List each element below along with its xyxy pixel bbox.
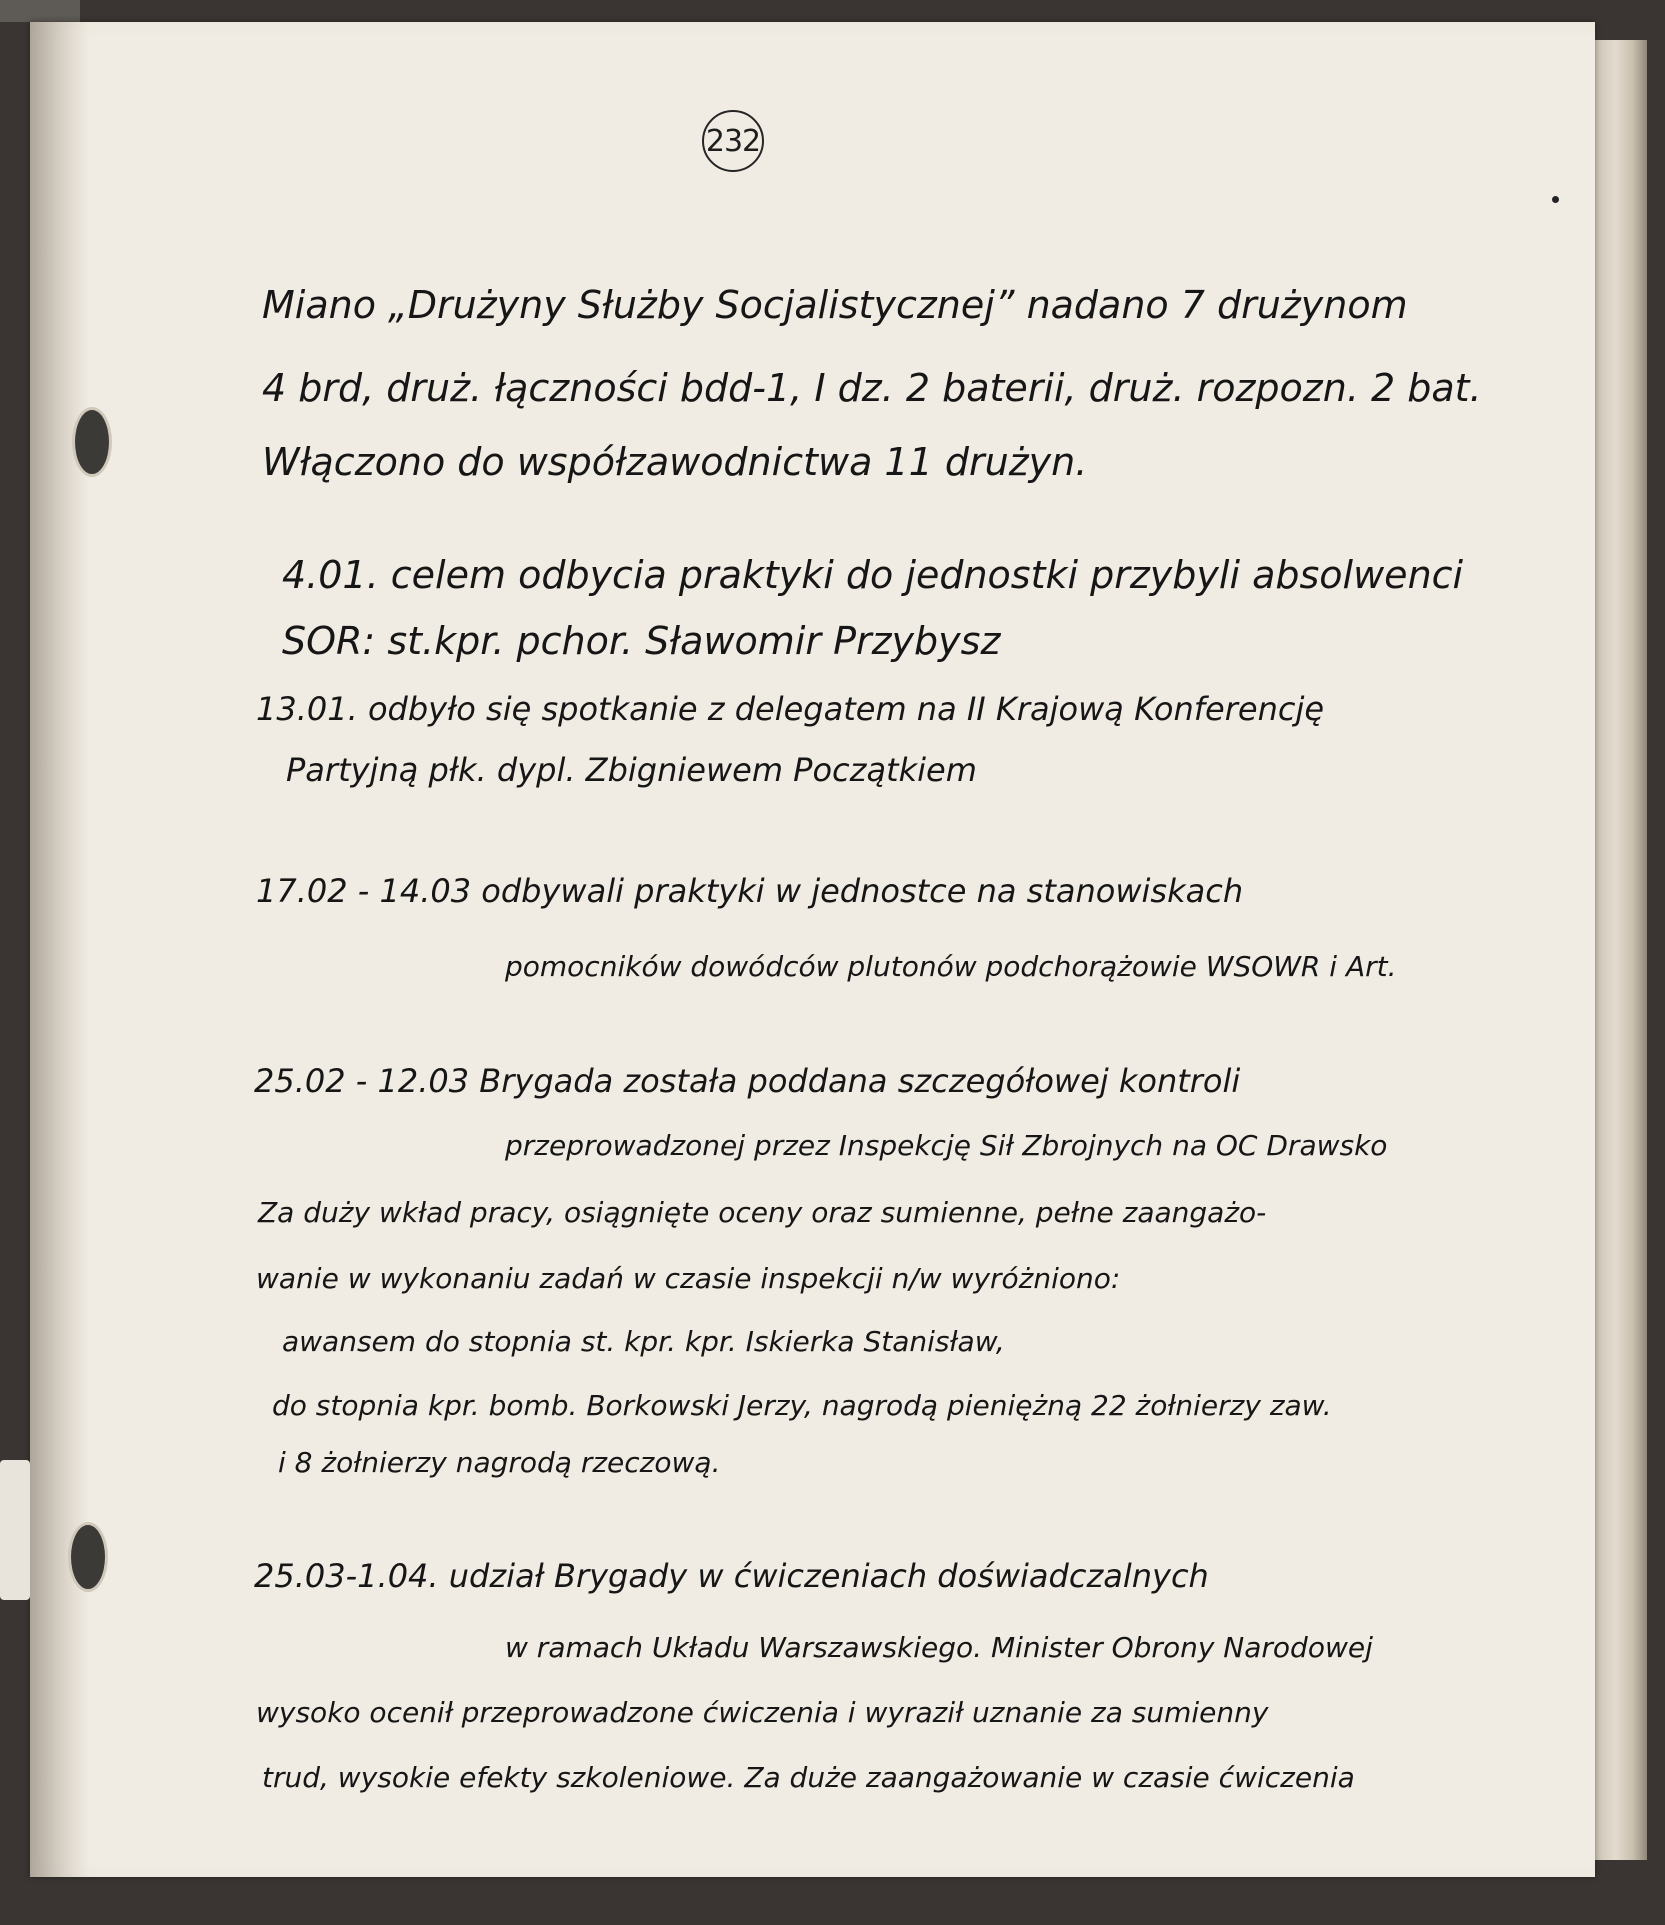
text-line: 13.01. odbyło się spotkanie z delegatem na II Krajową Konferencję <box>256 690 1325 728</box>
text-line: Partyjną płk. dypl. Zbigniewem Początkiem <box>286 751 977 789</box>
page-number-stamp: 232 <box>702 110 764 172</box>
text-line: trud, wysokie efekty szkoleniowe. Za duże zaangażowanie w czasie ćwiczenia <box>262 1761 1355 1794</box>
text-line: awansem do stopnia st. kpr. kpr. Iskierka Stanisław, <box>282 1325 1005 1358</box>
text-line: w ramach Układu Warszawskiego. Minister Obrony Narodowej <box>505 1631 1373 1664</box>
text-line: wanie w wykonaniu zadań w czasie inspekcji n/w wyróżniono: <box>256 1262 1121 1295</box>
text-line: 25.03-1.04. udział Brygady w ćwiczeniach doświadczalnych <box>254 1557 1209 1595</box>
text-line: 4.01. celem odbycia praktyki do jednostki przybyli absolwenci <box>282 553 1464 597</box>
text-line: SOR: st.kpr. pchor. Sławomir Przybysz <box>282 619 1001 663</box>
punch-hole-bottom <box>68 1522 108 1592</box>
text-line: do stopnia kpr. bomb. Borkowski Jerzy, nagrodą pieniężną 22 żołnierzy zaw. <box>272 1389 1332 1422</box>
text-line: Miano „Drużyny Służby Socjalistycznej” nadano 7 drużynom <box>262 283 1408 327</box>
text-line: pomocników dowódców plutonów podchorążowie WSOWR i Art. <box>505 950 1397 983</box>
binder-ring <box>0 1460 30 1600</box>
text-line: Za duży wkład pracy, osiągnięte oceny oraz sumienne, pełne zaangażo- <box>258 1196 1267 1229</box>
text-line: 25.02 - 12.03 Brygada została poddana szczegółowej kontroli <box>254 1062 1241 1100</box>
text-line: Włączono do współzawodnictwa 11 drużyn. <box>262 440 1088 484</box>
binder-clip <box>0 0 80 22</box>
text-line: i 8 żołnierzy nagrodą rzeczową. <box>278 1446 721 1479</box>
ink-dot <box>1552 196 1559 203</box>
page-gutter-shadow <box>30 22 90 1877</box>
text-line: 4 brd, druż. łączności bdd-1, I dz. 2 baterii, druż. rozpozn. 2 bat. <box>262 366 1482 410</box>
text-line: 17.02 - 14.03 odbywali praktyki w jednostce na stanowiskach <box>256 872 1244 910</box>
text-line: przeprowadzonej przez Inspekcję Sił Zbrojnych na OC Drawsko <box>505 1129 1388 1162</box>
text-line: wysoko ocenił przeprowadzone ćwiczenia i wyraził uznanie za sumienny <box>256 1696 1269 1729</box>
punch-hole-top <box>72 407 112 477</box>
